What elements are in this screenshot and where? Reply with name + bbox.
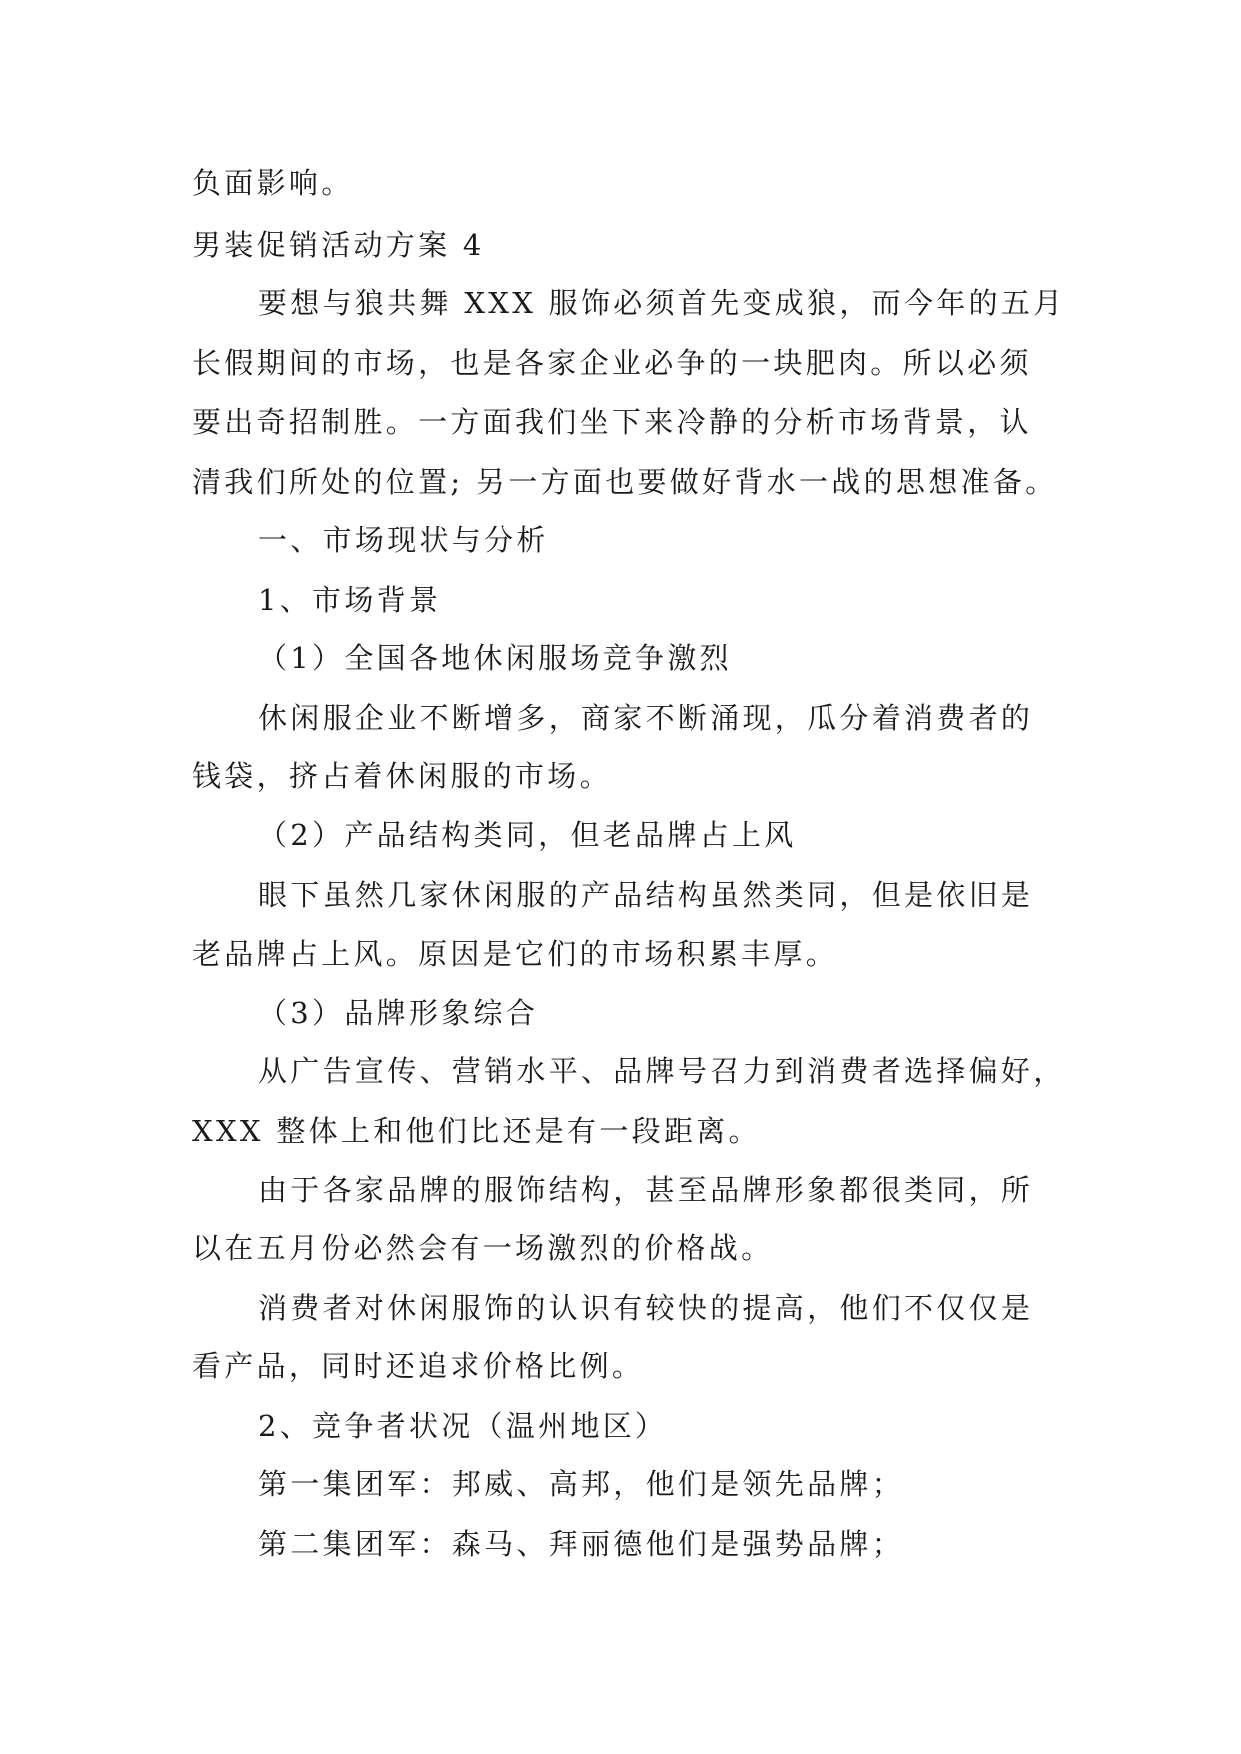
paragraph-line: 长假期间的市场，也是各家企业必争的一块肥肉。所以必须 <box>192 346 1032 380</box>
paragraph-line: 从广告宣传、营销水平、品牌号召力到消费者选择偏好， <box>258 1054 1066 1088</box>
subheading: （2）产品结构类同，但老品牌占上风 <box>258 818 797 852</box>
subheading: 一、市场现状与分析 <box>258 523 549 557</box>
subheading: 2、竞争者状况（温州地区） <box>258 1409 668 1443</box>
paragraph-line: 由于各家品牌的服饰结构，甚至品牌形象都很类同，所 <box>258 1173 1034 1207</box>
paragraph-line: 以在五月份必然会有一场激烈的价格战。 <box>192 1231 774 1265</box>
paragraph-line: 第一集团军：邦威、高邦，他们是领先品牌； <box>258 1467 905 1501</box>
paragraph-line: 钱袋，挤占着休闲服的市场。 <box>192 759 612 793</box>
paragraph-line: 老品牌占上风。原因是它们的市场积累丰厚。 <box>192 937 839 971</box>
paragraph-line: 清我们所处的位置; 另一方面也要做好背水一战的思想准备。 <box>192 465 1058 499</box>
section-heading: 男装促销活动方案 4 <box>192 228 485 262</box>
subheading: （1）全国各地休闲服场竞争激烈 <box>258 641 732 675</box>
paragraph-line: 消费者对休闲服饰的认识有较快的提高，他们不仅仅是 <box>258 1291 1034 1325</box>
paragraph-line: 休闲服企业不断增多，商家不断涌现，瓜分着消费者的 <box>258 701 1034 735</box>
paragraph-line: 要想与狼共舞 XXX 服饰必须首先变成狼，而今年的五月 <box>258 286 1066 320</box>
paragraph-line: 眼下虽然几家休闲服的产品结构虽然类同，但是依旧是 <box>258 878 1034 912</box>
text-line: 负面影响。 <box>192 166 354 200</box>
paragraph-line: 看产品，同时还追求价格比例。 <box>192 1349 645 1383</box>
subheading: 1、市场背景 <box>258 583 442 617</box>
paragraph-line: 要出奇招制胜。一方面我们坐下来冷静的分析市场背景，认 <box>192 405 1032 439</box>
paragraph-line: 第二集团军：森马、拜丽德他们是强势品牌； <box>258 1527 905 1561</box>
subheading: （3）品牌形象综合 <box>258 996 539 1030</box>
paragraph-line: XXX 整体上和他们比还是有一段距离。 <box>192 1114 761 1148</box>
